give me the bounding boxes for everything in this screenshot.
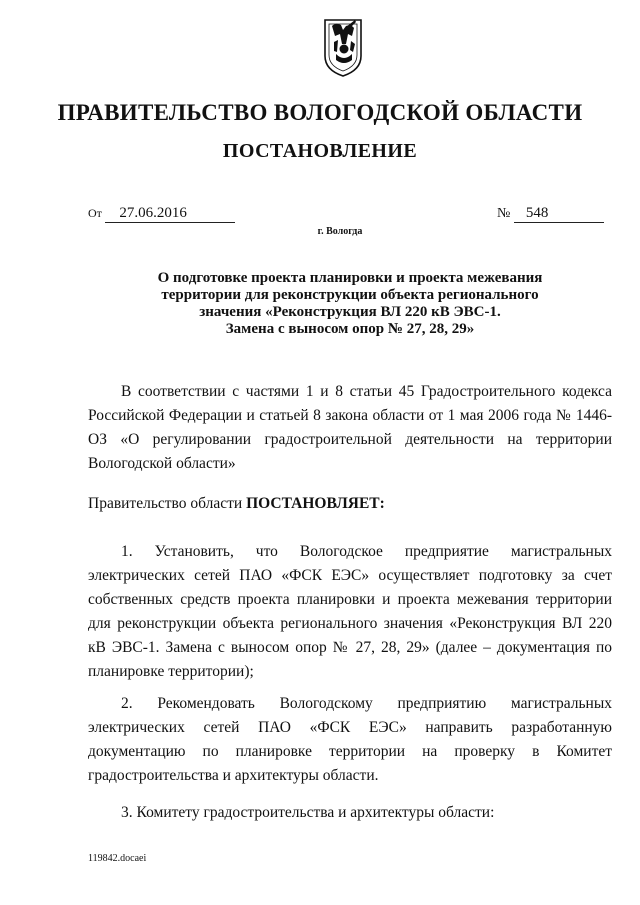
date-label: От <box>88 206 102 220</box>
resolve-word: ПОСТАНОВЛЯЕТ: <box>246 495 385 512</box>
subject-line: Замена с выносом опор № 27, 28, 29» <box>225 321 475 337</box>
list-item: 1. Установить, что Вологодское предприятие магистральных электрических сетей ПАО «ФСК ЕЭС» осуществляет подготовку за счет собственных средств проекта планировки и проекта межевания территории для реконструкции объекта регионального значения «Реконструкция ВЛ 220 кВ ЭВС-1. Замена с выносом опор № 27, 28, 29» (далее – документация по планировке территории); <box>88 543 612 680</box>
government-title: ПРАВИТЕЛЬСТВО ВОЛОГОДСКОЙ ОБЛАСТИ <box>57 100 583 125</box>
document-date: 27.06.2016 <box>105 205 235 223</box>
city-label: г. Вологда <box>317 226 363 237</box>
subject-block <box>100 270 600 338</box>
item-2-block <box>88 692 612 788</box>
number-row <box>497 205 604 223</box>
resolve-line <box>88 492 612 516</box>
preamble-block <box>88 380 612 476</box>
file-reference: 119842.docaei <box>88 853 147 864</box>
number-label: № <box>497 206 511 221</box>
subject-line: территории для реконструкции объекта регионального <box>161 287 539 303</box>
subject-line: О подготовке проекта планировки и проекта межевания <box>157 270 543 286</box>
preamble-paragraph: В соответствии с частями 1 и 8 статьи 45 Градостроительного кодекса Российской Федерации и статьей 8 закона области от 1 мая 2006 года № 1446-ОЗ «О регулировании градостроительной деятельности на территории Вологодской области» <box>88 383 612 472</box>
resolve-prefix: Правительство области <box>88 495 247 512</box>
document-type-title: ПОСТАНОВЛЕНИЕ <box>222 140 418 162</box>
list-item: 3. Комитету градостроительства и архитектуры области: <box>121 804 495 821</box>
item-3-block <box>88 801 612 825</box>
date-row <box>88 205 235 223</box>
item-1-block <box>88 540 612 684</box>
coat-of-arms-icon <box>322 14 364 78</box>
list-item: 2. Рекомендовать Вологодскому предприятию магистральных электрических сетей ПАО «ФСК ЕЭС» направить разработанную документацию по планировке территории на проверку в Комитет градостроительства и архитектуры области. <box>88 695 612 784</box>
document-number: 548 <box>514 205 604 223</box>
subject-line: значения «Реконструкция ВЛ 220 кВ ЭВС-1. <box>199 304 501 320</box>
